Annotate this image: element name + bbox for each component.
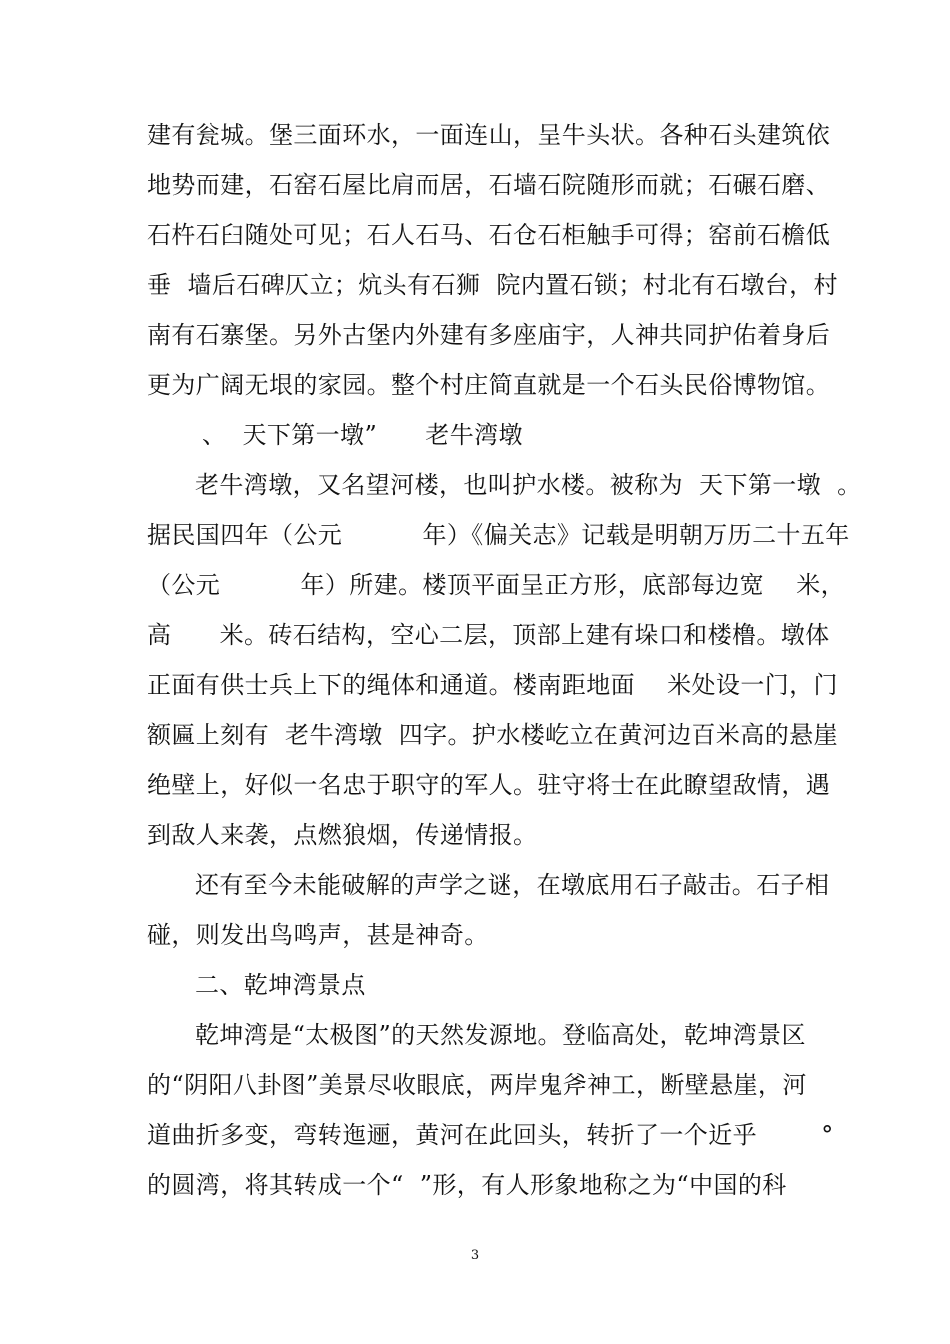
text-line: 据民国四年（公元 年）《偏关志》记载是明朝万历二十五年 xyxy=(147,521,850,549)
text-line: 额匾上刻有 老牛湾墩 四字。护水楼屹立在黄河边百米高的悬崖 xyxy=(147,721,838,749)
paragraph-start-line: 乾坤湾是“太极图”的天然发源地。登临高处，乾坤湾景区 xyxy=(195,1021,806,1049)
text-line: 碰，则发出鸟鸣声，甚是神奇。 xyxy=(147,921,489,949)
text-line: 的圆湾，将其转成一个“ ”形，有人形象地称之为“中国的科 xyxy=(147,1171,787,1199)
text-line: 石杵石臼随处可见；石人石马、石仓石柜触手可得；窑前石檐低 xyxy=(147,221,831,249)
section-heading: 二、乾坤湾景点 xyxy=(195,971,366,999)
text-line: 建有瓮城。堡三面环水，一面连山，呈牛头状。各种石头建筑依 xyxy=(147,121,831,149)
text-line: 的“阴阳八卦图”美景尽收眼底，两岸鬼斧神工，断壁悬崖，河 xyxy=(147,1071,807,1099)
text-line: 地势而建，石窑石屋比肩而居，石墙石院随形而就；石碾石磨、 xyxy=(147,171,831,199)
text-line: （公元 年）所建。楼顶平面呈正方形，底部每边宽 米， xyxy=(147,571,846,599)
text-line: 南有石寨堡。另外古堡内外建有多座庙宇，人神共同护佑着身后 xyxy=(147,321,831,349)
section-heading: 、 天下第一墩” 老牛湾墩 xyxy=(202,421,523,449)
paragraph-start-line: 老牛湾墩，又名望河楼，也叫护水楼。被称为 天下第一墩 。 xyxy=(195,471,862,499)
text-line: 到敌人来袭，点燃狼烟，传递情报。 xyxy=(147,821,538,849)
text-line: 道曲折多变，弯转迤逦，黄河在此回头，转折了一个近乎 ° xyxy=(147,1121,834,1149)
page-number: 3 xyxy=(470,1248,480,1263)
text-line: 更为广阔无垠的家园。整个村庄简直就是一个石头民俗博物馆。 xyxy=(147,371,831,399)
paragraph-start-line: 还有至今未能破解的声学之谜，在墩底用石子敲击。石子相 xyxy=(195,871,830,899)
text-line: 正面有供士兵上下的绳体和通道。楼南距地面 米处设一门，门 xyxy=(147,671,838,699)
text-line: 绝壁上，好似一名忠于职守的军人。驻守将士在此瞭望敌情，遇 xyxy=(147,771,831,799)
text-line: 垂 墙后石碑仄立；炕头有石狮 院内置石锁；村北有石墩台，村 xyxy=(147,271,838,299)
text-line: 高 米。砖石结构，空心二层，顶部上建有垛口和楼橹。墩体 xyxy=(147,621,830,649)
